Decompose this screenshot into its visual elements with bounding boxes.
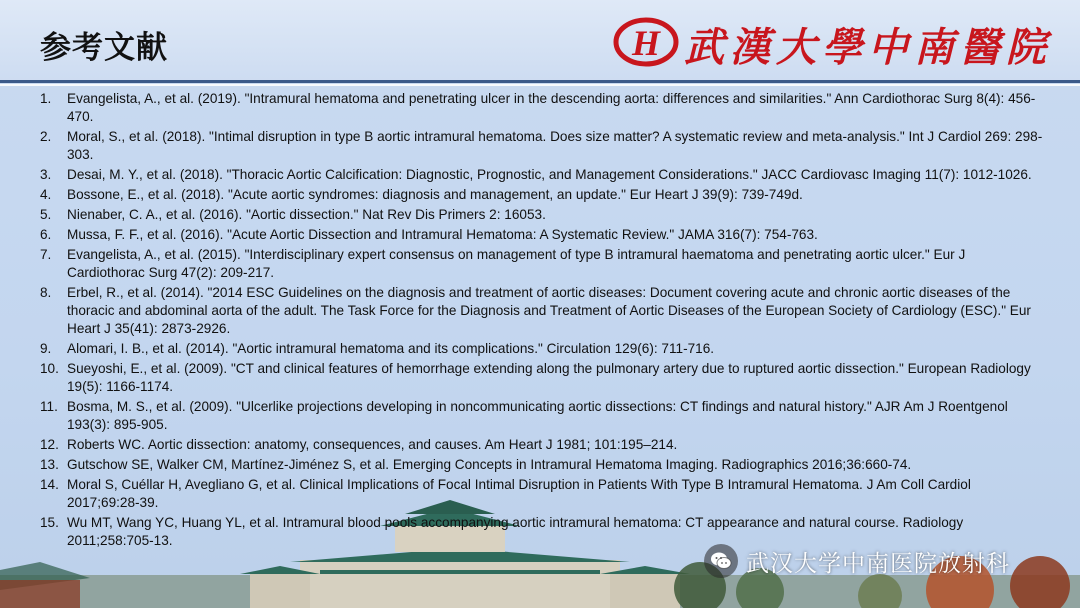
reference-text: Bosma, M. S., et al. (2009). "Ulcerlike projections developing in noncommunicating aortic dissections: CT findings and natural history." AJR Am J Roentgenol 193(3): 895-905. (67, 399, 1008, 432)
reference-number: 3. (40, 167, 52, 182)
reference-text: Bossone, E., et al. (2018). "Acute aortic syndromes: diagnosis and management, an update." Eur Heart J 39(9): 739-749d. (67, 187, 803, 202)
wechat-icon (704, 544, 738, 578)
reference-item (40, 476, 1045, 512)
reference-text: Moral S, Cuéllar H, Avegliano G, et al. Clinical Implications of Focal Intimal Disruption in Patients With Type B Intramural Hematoma. J Am Coll Cardiol 2017;69:28-39. (67, 477, 971, 510)
reference-number: 5. (40, 207, 52, 222)
reference-item (40, 456, 1045, 474)
page-title: 参考文献 (40, 30, 168, 66)
reference-text: Mussa, F. F., et al. (2016). "Acute Aortic Dissection and Intramural Hematoma: A Systematic Review." JAMA 316(7): 754-763. (67, 227, 818, 242)
reference-number: 2. (40, 129, 52, 144)
reference-item (40, 206, 1045, 224)
reference-text: Moral, S., et al. (2018). "Intimal disruption in type B aortic intramural hematoma. Does size matter? A systematic review and meta-analysis." Int J Cardiol 269: 298-303. (67, 129, 1043, 162)
header-rule-highlight (0, 84, 1080, 86)
reference-item (40, 398, 1045, 434)
reference-text: Roberts WC. Aortic dissection: anatomy, consequences, and causes. Am Heart J 1981; 101:195–214. (67, 437, 678, 452)
reference-number: 15. (40, 515, 59, 530)
reference-text: Gutschow SE, Walker CM, Martínez-Jiménez S, et al. Emerging Concepts in Intramural Hematoma Imaging. Radiographics 2016;36:660-74. (67, 457, 912, 472)
reference-number: 11. (40, 399, 58, 414)
reference-text: Alomari, I. B., et al. (2014). "Aortic intramural hematoma and its complications." Circulation 129(6): 711-716. (67, 341, 715, 356)
reference-number: 10. (40, 361, 59, 376)
reference-number: 14. (40, 477, 59, 492)
reference-item (40, 284, 1045, 338)
reference-item (40, 90, 1045, 126)
reference-text: Sueyoshi, E., et al. (2009). "CT and clinical features of hemorrhage extending along the pulmonary artery due to ruptured aortic dissection." European Radiology 19(5): 1166-1174. (67, 361, 1031, 394)
reference-number: 7. (40, 247, 52, 262)
reference-item (40, 166, 1045, 184)
watermark-text: 武汉大学中南医院放射科 (746, 550, 1010, 577)
reference-number: 13. (40, 457, 59, 472)
reference-text: Desai, M. Y., et al. (2018). "Thoracic Aortic Calcification: Diagnostic, Prognostic, and Management Considerations." JACC Cardiovasc Imaging 11(7): 1012-1026. (67, 167, 1032, 182)
reference-item (40, 186, 1045, 204)
reference-text: Erbel, R., et al. (2014). "2014 ESC Guidelines on the diagnosis and treatment of aortic diseases: Document covering acute and chronic aortic diseases of the thoracic and abdominal aorta of the adult. The Task Force for the Diagnosis and Treatment of Aortic Diseases of the European Society of Cardiology (ESC)." Eur Heart J 35(41): 2873-2926. (67, 285, 1031, 336)
reference-item (40, 226, 1045, 244)
reference-item (40, 128, 1045, 164)
header-rule (0, 80, 1080, 83)
reference-list (40, 90, 1045, 552)
reference-item (40, 436, 1045, 454)
reference-item (40, 340, 1045, 358)
reference-number: 1. (40, 91, 52, 106)
reference-number: 4. (40, 187, 52, 202)
reference-number: 9. (40, 341, 52, 356)
reference-text: Evangelista, A., et al. (2019). "Intramural hematoma and penetrating ulcer in the descending aorta: differences and similarities." Ann Cardiothorac Surg 8(4): 456-470. (67, 91, 1036, 124)
reference-text: Nienaber, C. A., et al. (2016). "Aortic dissection." Nat Rev Dis Primers 2: 16053. (67, 207, 546, 222)
reference-number: 8. (40, 285, 52, 300)
logo-letter: H (631, 23, 661, 63)
slide-header (0, 0, 1080, 82)
reference-number: 12. (40, 437, 59, 452)
reference-text: Evangelista, A., et al. (2015). "Interdisciplinary expert consensus on management of type B intramural haematoma and penetrating aortic ulcer." Eur J Cardiothorac Surg 47(2): 209-217. (67, 247, 966, 280)
reference-item (40, 360, 1045, 396)
reference-text: Wu MT, Wang YC, Huang YL, et al. Intramural blood pools accompanying aortic intramural hematoma: CT appearance and natural course. Radiology 2011;258:705-13. (67, 515, 964, 548)
watermark (704, 544, 1010, 578)
reference-number: 6. (40, 227, 52, 242)
reference-item (40, 246, 1045, 282)
logo-text: 武漢大學中南醫院 (684, 24, 1052, 71)
